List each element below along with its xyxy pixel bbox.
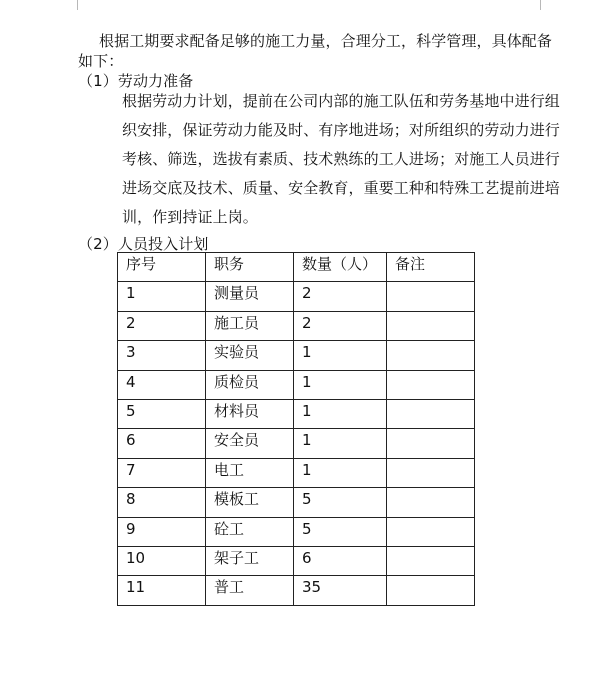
table-cell-count: 1 [294,429,387,458]
table-header-row [118,253,475,282]
table-row [118,311,475,340]
table-cell-position: 普工 [206,576,294,605]
table-row [118,458,475,487]
table-cell-position: 砼工 [206,517,294,546]
page-corner-mark-right [540,0,551,10]
table-cell-note [387,311,475,340]
table-row [118,282,475,311]
section-1-heading: （1）劳动力准备 [78,72,194,90]
table-cell-count: 2 [294,282,387,311]
table-row [118,546,475,575]
table-cell-count: 6 [294,546,387,575]
table-cell-position: 电工 [206,458,294,487]
section-1-paragraph-line-3: 考核、筛选，选拔有素质、技术熟练的工人进场；对施工人员进行 [122,150,560,168]
table-row [118,370,475,399]
table-header-cell: 备注 [387,253,475,282]
table-header-cell: 职务 [206,253,294,282]
table-cell-note [387,370,475,399]
table-cell-number: 1 [118,282,206,311]
intro-line-1: 根据工期要求配备足够的施工力量，合理分工，科学管理，具体配备 [99,32,553,50]
table-cell-position: 测量员 [206,282,294,311]
table-cell-number: 11 [118,576,206,605]
page-corner-mark-left [67,0,78,10]
table-header-cell: 序号 [118,253,206,282]
table-cell-note [387,458,475,487]
staffing-table [117,252,475,606]
section-1-paragraph-line-1: 根据劳动力计划，提前在公司内部的施工队伍和劳务基地中进行组 [122,92,560,110]
table-cell-position: 架子工 [206,546,294,575]
table-cell-number: 3 [118,341,206,370]
table-header-cell: 数量（人） [294,253,387,282]
section-1-paragraph-line-2: 织安排，保证劳动力能及时、有序地进场；对所组织的劳动力进行 [122,121,560,139]
table-cell-number: 9 [118,517,206,546]
table-cell-count: 5 [294,517,387,546]
table-cell-position: 安全员 [206,429,294,458]
section-2-heading: （2）人员投入计划 [78,235,209,253]
table-row [118,399,475,428]
table-cell-count: 1 [294,458,387,487]
table-cell-number: 2 [118,311,206,340]
table-cell-count: 1 [294,399,387,428]
table-cell-count: 35 [294,576,387,605]
table-cell-position: 模板工 [206,488,294,517]
table-cell-note [387,429,475,458]
table-row [118,517,475,546]
section-1-paragraph-line-4: 进场交底及技术、质量、安全教育，重要工种和特殊工艺提前进培 [122,179,560,197]
table-cell-number: 10 [118,546,206,575]
table-row [118,576,475,605]
table-cell-count: 1 [294,370,387,399]
table-cell-count: 5 [294,488,387,517]
table-cell-note [387,488,475,517]
table-cell-note [387,282,475,311]
section-1-paragraph-line-5: 训，作到持证上岗。 [122,208,258,226]
intro-line-2: 如下： [78,52,124,70]
table-cell-note [387,576,475,605]
table-cell-number: 6 [118,429,206,458]
table-row [118,488,475,517]
table-cell-position: 施工员 [206,311,294,340]
table-cell-number: 8 [118,488,206,517]
table-row [118,341,475,370]
table-cell-position: 实验员 [206,341,294,370]
table-cell-count: 2 [294,311,387,340]
table-cell-number: 4 [118,370,206,399]
table-cell-number: 5 [118,399,206,428]
table-cell-note [387,399,475,428]
table-cell-position: 材料员 [206,399,294,428]
table-cell-number: 7 [118,458,206,487]
table-cell-count: 1 [294,341,387,370]
staffing-table-wrapper [117,252,475,606]
table-cell-note [387,517,475,546]
table-row [118,429,475,458]
table-cell-note [387,546,475,575]
table-cell-position: 质检员 [206,370,294,399]
table-cell-note [387,341,475,370]
